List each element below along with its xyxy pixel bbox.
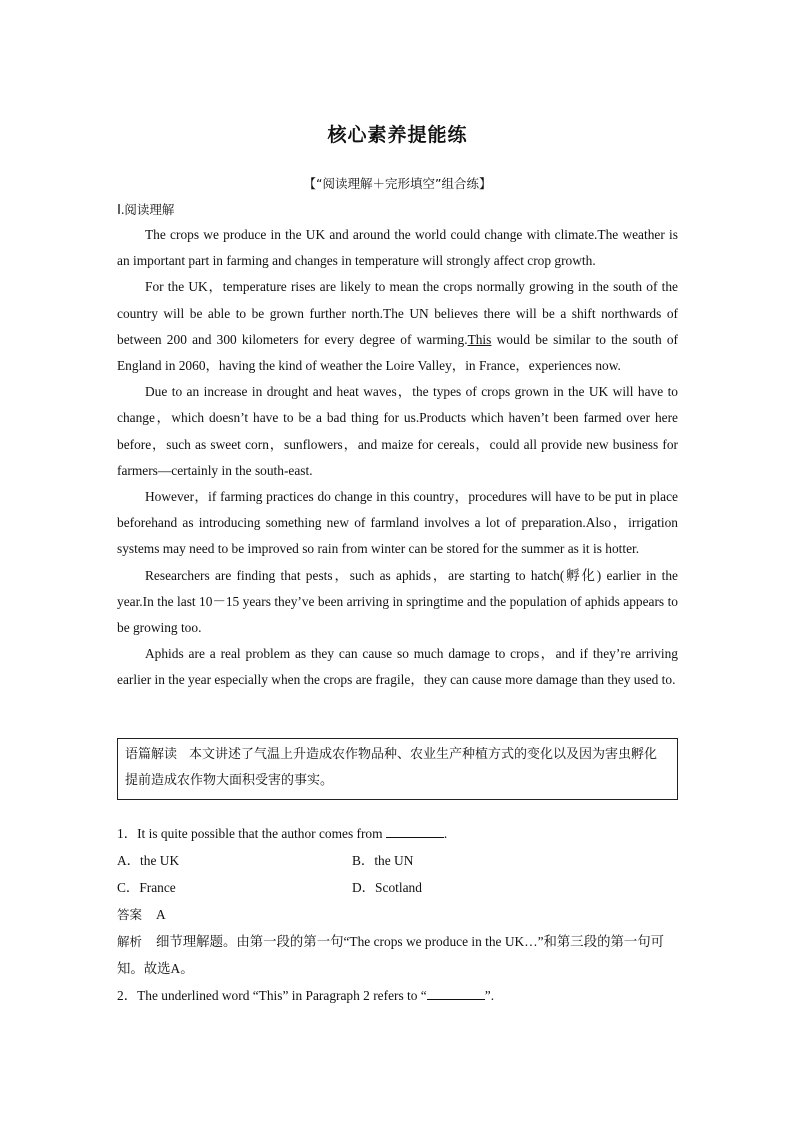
analysis-label: 解析 [117,934,143,949]
question-2-stem: The underlined word “This” in Paragraph 2 refers to “ [137,988,427,1003]
page-subtitle: 【“阅读理解＋完形填空”组合练】 [303,176,492,191]
analysis-text: 细节理解题。由第一段的第一句“The crops we produce in the UK…”和第三段的第一句可知。故选A。 [117,934,665,976]
section-numeral: Ⅰ. [117,202,125,217]
paragraph-2-end: would be similar to the south of England in 2060，having the kind of weather the Loire Valley，in France，experiences now. [117,331,679,374]
passage-paragraph-1: The crops we produce in the UK and around the world could change with climate.The weather is an important part in farming and changes in temperature will strongly affect crop growth. [117,227,678,269]
question-2-blank [427,987,485,1000]
option-b: B．the UN [352,853,414,868]
question-2 [117,982,678,1009]
question-1-blank [386,825,444,838]
page-title: 核心素养提能练 [327,124,468,146]
question-1-answer [117,901,678,928]
section-heading [117,200,174,218]
passage-summary-box [117,738,678,800]
question-1 [117,820,678,847]
section-label: 阅读理解 [124,202,175,217]
reading-passage [117,222,678,694]
option-d: D．Scotland [352,880,422,895]
question-1-end: . [443,826,448,841]
summary-label: 语篇解读 [125,747,178,762]
summary-text: 本文讲述了气温上升造成农作物品种、农业生产种植方式的变化以及因为害虫孵化提前造成农作物大面积受害的事实。 [125,747,658,788]
question-1-number: 1． [117,826,138,841]
passage-paragraph-6: Aphids are a real problem as they can cause so much damage to crops，and if they’re arriving earlier in the year especially when the crops are fragile，they can cause more damage than they used to. [117,646,678,688]
passage-paragraph-3: Due to an increase in drought and heat waves，the types of crops grown in the UK will have to change，which doesn’t have to be a bad thing for us.Products which haven’t been farmed over here before，such as sweet corn，sunflowers，and maize for cereals，could all provide new business for farmers—certainly in the south-east. [117,384,678,478]
underlined-word: This [467,331,492,347]
question-2-end: ”. [484,988,495,1003]
option-a: A．the UK [117,853,180,868]
question-1-options-row-2 [117,874,678,901]
answer-label: 答案 [117,907,143,922]
option-c: C．France [117,880,176,895]
paragraph-2-start: For the UK，temperature rises are likely to mean the crops normally growing in the south of the country will be able to be grown further north.The UN believes there will be a shift northwards of between 200 and 300 kilometers for every degree of warming. [117,279,678,347]
passage-paragraph-4: However，if farming practices do change in this country，procedures will have to be put in place beforehand as introducing something new of farmland involves a lot of preparation.Also，irrigation systems may need to be improved so rain from winter can be stored for the summer as it is hotter. [117,489,678,557]
passage-paragraph-2 [117,274,678,379]
question-1-analysis [117,928,678,982]
question-1-stem: It is quite possible that the author comes from [137,826,386,841]
question-1-options-row-1 [117,847,678,874]
question-2-number: 2． [117,988,138,1003]
answer-value: A [156,907,166,922]
questions-section [117,820,678,1009]
passage-paragraph-5: Researchers are finding that pests，such as aphids，are starting to hatch(孵化) earlier in the year.In the last 10－15 years they’ve been arriving in springtime and the population of aphids appears to be growing too. [117,567,678,636]
